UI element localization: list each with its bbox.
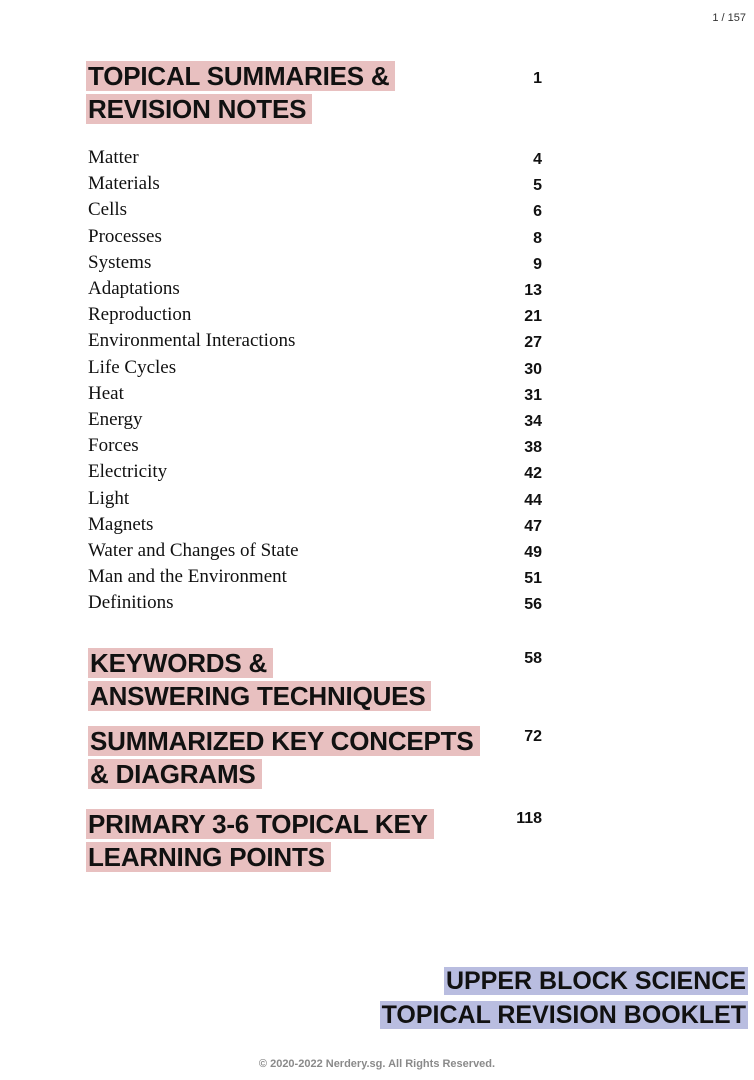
toc-entry-label: Man and the Environment — [88, 566, 287, 588]
section-heading-topical-summaries[interactable] — [86, 60, 395, 126]
toc-entry-page: 6 — [533, 203, 542, 221]
toc-entry-page: 4 — [533, 151, 542, 169]
section-heading-keywords[interactable] — [88, 647, 431, 713]
toc-entry-page: 38 — [524, 439, 542, 457]
booklet-title-line2: TOPICAL REVISION BOOKLET — [381, 1001, 746, 1029]
section-heading-line2: REVISION NOTES — [86, 94, 312, 124]
toc-list — [88, 145, 542, 616]
page-indicator: 1 / 157 — [712, 12, 746, 24]
toc-entry[interactable] — [88, 564, 542, 590]
toc-entry-label: Life Cycles — [88, 356, 177, 378]
section-heading-summarized-key-concepts[interactable] — [88, 725, 480, 791]
section-heading-line1: TOPICAL SUMMARIES & — [86, 61, 395, 91]
section-page-number: 72 — [524, 728, 542, 745]
toc-entry[interactable] — [88, 224, 542, 250]
toc-entry[interactable] — [88, 171, 542, 197]
section-heading-primary-key-learning-points[interactable] — [86, 808, 434, 874]
toc-entry[interactable] — [88, 485, 542, 511]
section-heading-line1: PRIMARY 3-6 TOPICAL KEY — [86, 809, 434, 839]
toc-entry[interactable] — [88, 276, 542, 302]
toc-entry-label: Processes — [88, 225, 162, 247]
toc-entry[interactable] — [88, 538, 542, 564]
section-page-number: 1 — [533, 70, 542, 87]
section-heading-line2: ANSWERING TECHNIQUES — [88, 681, 431, 711]
toc-entry-page: 47 — [524, 517, 542, 535]
toc-entry-label: Reproduction — [88, 304, 192, 326]
toc-entry-page: 42 — [524, 465, 542, 483]
toc-entry-label: Light — [88, 487, 130, 509]
toc-entry-label: Matter — [88, 147, 139, 169]
toc-entry-label: Cells — [88, 199, 128, 221]
section-heading-line1: SUMMARIZED KEY CONCEPTS — [88, 726, 480, 756]
toc-entry-page: 21 — [524, 308, 542, 326]
toc-entry-label: Magnets — [88, 513, 154, 535]
toc-entry-label: Forces — [88, 435, 139, 457]
toc-entry[interactable] — [88, 381, 542, 407]
toc-entry-page: 31 — [524, 386, 542, 404]
toc-entry-label: Environmental Interactions — [88, 330, 296, 352]
section-page-number: 118 — [516, 810, 542, 827]
section-page-number: 58 — [524, 650, 542, 667]
toc-entry-page: 27 — [524, 334, 542, 352]
toc-entry-label: Heat — [88, 382, 124, 404]
toc-entry-label: Energy — [88, 408, 143, 430]
toc-entry[interactable] — [88, 433, 542, 459]
toc-entry-page: 30 — [524, 360, 542, 378]
booklet-title — [380, 964, 748, 1032]
section-heading-line2: LEARNING POINTS — [86, 842, 331, 872]
toc-entry-page: 13 — [524, 282, 542, 300]
toc-entry[interactable] — [88, 355, 542, 381]
toc-entry[interactable] — [88, 302, 542, 328]
toc-entry-label: Adaptations — [88, 278, 180, 300]
toc-entry[interactable] — [88, 459, 542, 485]
toc-entry-page: 9 — [533, 255, 542, 273]
toc-entry-page: 51 — [524, 570, 542, 588]
booklet-title-line1: UPPER BLOCK SCIENCE — [445, 967, 746, 995]
toc-entry[interactable] — [88, 197, 542, 223]
toc-entry[interactable] — [88, 328, 542, 354]
toc-entry-label: Materials — [88, 173, 160, 195]
toc-entry[interactable] — [88, 250, 542, 276]
section-heading-line2: & DIAGRAMS — [88, 759, 262, 789]
toc-entry[interactable] — [88, 145, 542, 171]
toc-entry-page: 34 — [524, 412, 542, 430]
toc-entry-page: 5 — [533, 177, 542, 195]
toc-entry-page: 49 — [524, 543, 542, 561]
copyright-footer: © 2020-2022 Nerdery.sg. All Rights Reserved. — [258, 1058, 496, 1070]
toc-entry-page: 56 — [524, 596, 542, 614]
toc-entry-page: 8 — [533, 229, 542, 247]
toc-entry-label: Definitions — [88, 592, 174, 614]
section-heading-line1: KEYWORDS & — [88, 648, 273, 678]
toc-entry-label: Water and Changes of State — [88, 539, 299, 561]
toc-entry[interactable] — [88, 407, 542, 433]
toc-entry[interactable] — [88, 590, 542, 616]
toc-entry-label: Electricity — [88, 461, 168, 483]
toc-entry[interactable] — [88, 512, 542, 538]
toc-entry-label: Systems — [88, 251, 152, 273]
toc-entry-page: 44 — [524, 491, 542, 509]
